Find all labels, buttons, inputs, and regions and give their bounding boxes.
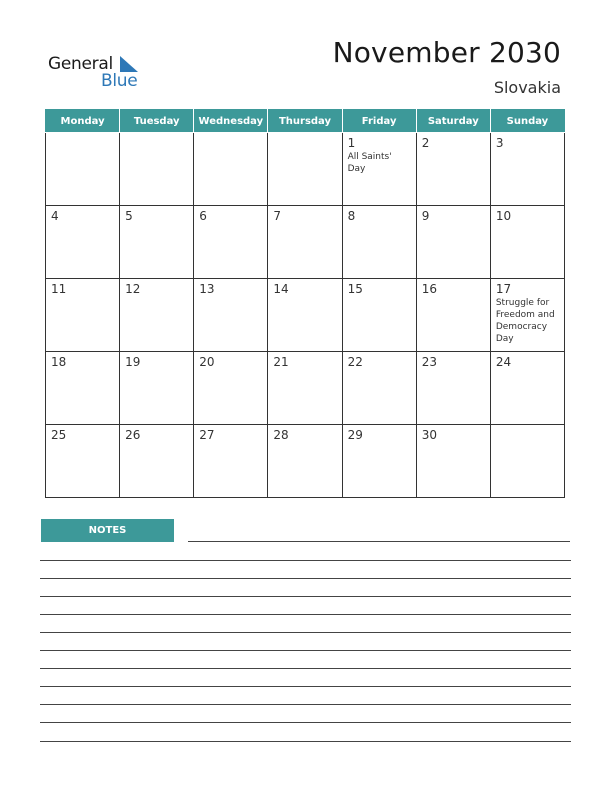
day-number: 6 — [199, 209, 207, 223]
day-number: 29 — [347, 428, 363, 442]
day-number: 20 — [199, 355, 215, 369]
day-cell — [46, 279, 120, 352]
day-number: 9 — [421, 209, 430, 223]
day-cell — [490, 206, 564, 279]
notes-line — [40, 686, 571, 687]
day-cell — [194, 352, 268, 425]
weekday-header: Monday — [46, 110, 120, 133]
day-number: 13 — [199, 282, 215, 296]
holiday-label: All Saints' Day — [347, 152, 392, 174]
day-cell — [490, 425, 564, 498]
notes-line — [40, 596, 571, 597]
day-cell — [490, 352, 564, 425]
day-cell — [194, 279, 268, 352]
day-cell — [342, 133, 416, 206]
logo-text-blue: Blue — [101, 71, 138, 91]
notes-line — [40, 704, 571, 705]
day-number: 7 — [273, 209, 282, 223]
country-name: Slovakia — [493, 78, 561, 97]
day-number: 21 — [273, 355, 289, 369]
day-cell — [268, 425, 342, 498]
day-cell — [342, 425, 416, 498]
week-row — [46, 206, 565, 279]
notes-line — [40, 578, 571, 579]
day-cell — [46, 352, 120, 425]
holiday-label: Struggle for Freedom and Democracy Day — [495, 298, 555, 344]
day-number: 16 — [421, 282, 437, 296]
notes-line — [40, 560, 571, 561]
weekday-header: Sunday — [490, 110, 564, 133]
notes-line — [188, 541, 570, 542]
day-cell — [490, 133, 564, 206]
day-cell — [120, 352, 194, 425]
weekday-header: Tuesday — [120, 110, 194, 133]
weekday-header: Friday — [342, 110, 416, 133]
weekday-header: Wednesday — [194, 110, 268, 133]
day-number: 22 — [347, 355, 363, 369]
day-cell — [194, 425, 268, 498]
day-cell — [416, 352, 490, 425]
day-number: 28 — [273, 428, 289, 442]
weekday-header: Saturday — [416, 110, 490, 133]
day-number: 24 — [495, 355, 512, 369]
day-number: 10 — [495, 209, 512, 223]
day-number: 23 — [421, 355, 437, 369]
logo-triangle-icon — [120, 56, 140, 72]
weekday-header-row — [46, 110, 565, 133]
day-cell — [416, 206, 490, 279]
day-cell — [342, 352, 416, 425]
week-row — [46, 133, 565, 206]
day-cell — [416, 279, 490, 352]
day-cell — [120, 279, 194, 352]
day-number: 27 — [199, 428, 215, 442]
day-cell — [268, 279, 342, 352]
week-row — [46, 352, 565, 425]
week-row — [46, 425, 565, 498]
calendar-grid — [45, 109, 565, 498]
day-cell — [46, 425, 120, 498]
notes-line — [40, 741, 571, 742]
day-number: 15 — [347, 282, 363, 296]
day-cell — [416, 133, 490, 206]
generalblue-logo — [48, 52, 158, 92]
day-number: 12 — [125, 282, 141, 296]
day-cell — [268, 352, 342, 425]
day-number: 30 — [421, 428, 437, 442]
logo-text-general: General — [48, 54, 113, 74]
notes-line — [40, 668, 571, 669]
day-number: 18 — [51, 355, 67, 369]
day-cell — [46, 133, 120, 206]
notes-line — [40, 722, 571, 723]
day-number: 11 — [51, 282, 67, 296]
day-cell — [194, 206, 268, 279]
day-cell — [490, 279, 564, 352]
day-number: 26 — [125, 428, 141, 442]
day-cell — [268, 133, 342, 206]
day-cell — [120, 425, 194, 498]
notes-line — [40, 614, 571, 615]
day-cell — [416, 425, 490, 498]
day-number: 3 — [495, 136, 504, 150]
calendar-title: November 2030 — [332, 36, 561, 69]
day-number: 1 — [347, 136, 356, 150]
day-number: 2 — [421, 136, 430, 150]
day-number: 25 — [51, 428, 67, 442]
day-cell — [342, 206, 416, 279]
day-number: 19 — [125, 355, 141, 369]
day-cell — [268, 206, 342, 279]
week-row — [46, 279, 565, 352]
day-cell — [46, 206, 120, 279]
notes-label: NOTES — [41, 519, 174, 542]
day-number: 5 — [125, 209, 133, 223]
day-number: 17 — [495, 282, 512, 296]
day-number: 14 — [273, 282, 289, 296]
day-cell — [120, 133, 194, 206]
weekday-header: Thursday — [268, 110, 342, 133]
day-cell — [342, 279, 416, 352]
day-cell — [120, 206, 194, 279]
day-number: 8 — [347, 209, 356, 223]
notes-line — [40, 632, 571, 633]
notes-line — [40, 650, 571, 651]
day-number: 4 — [51, 209, 59, 223]
day-cell — [194, 133, 268, 206]
